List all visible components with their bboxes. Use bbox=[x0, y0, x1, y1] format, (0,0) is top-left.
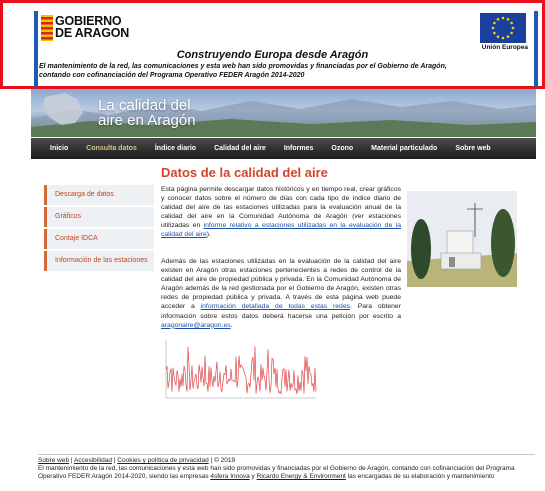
nav-item-indice-diario[interactable]: Índice diario bbox=[154, 145, 197, 152]
eu-flag-icon bbox=[480, 13, 526, 43]
footer-text-end: las encargadas de su elaboración y mantenimiento bbox=[345, 473, 495, 481]
logo-line-2: DE ARAGON bbox=[55, 26, 130, 40]
informacion-redes-link[interactable]: información detallada de todas estas redes bbox=[200, 303, 350, 311]
nav-item-inicio[interactable]: Inicio bbox=[50, 145, 69, 152]
nav-item-sobre-web[interactable]: Sobre web bbox=[455, 145, 491, 152]
eu-label: Unión Europea bbox=[481, 44, 528, 51]
informe-estaciones-link[interactable]: informe relativo a estaciones utilizadas en la evaluación de la calidad del aire bbox=[161, 222, 401, 239]
footer-text: El mantenimiento de la red, las comunicaciones y esta web han sido promovidas y financiadas por el Gobierno de Aragón, contando con cofinanciación del Programa Operativo FEDER Aragón 2014-2020, siendo las empresas bbox=[38, 465, 515, 481]
footer-ricardo-link[interactable]: Ricardo Energy & Environment bbox=[256, 473, 346, 481]
footer-separator: | bbox=[111, 457, 118, 464]
logo-line-1: GOBIERNO bbox=[55, 14, 122, 28]
footer-copyright: | © 2019 bbox=[208, 457, 236, 464]
email-link[interactable]: aragonaire@aragon.es bbox=[161, 321, 231, 329]
cofinancing-banner bbox=[0, 0, 545, 89]
banner-text: El mantenimiento de la red, las comunicaciones y esta web han sido promovidas y financiadas por el Gobierno de Aragón, contando con cofinanciación del Programa Operativo FEDER Aragón 2014-2020 bbox=[39, 63, 447, 79]
nav-item-material-particulado[interactable]: Material particulado bbox=[371, 145, 438, 152]
footer bbox=[38, 457, 533, 482]
footer-sobre-web-link[interactable]: Sobre web bbox=[38, 457, 70, 464]
networks-text: Además de las estaciones utilizadas en la evaluación de la calidad del aire existen en Aragón otras estaciones pertenecientes a redes de control de la calidad del aire de propiedad pública y privada. En la Comunidad Autónoma de Aragón además de la red gestionada por el Gobierno de Aragón, existen otras redes de propiedad pública y privada. A través de esta página web puede acceder a bbox=[161, 258, 401, 311]
site-title bbox=[98, 98, 196, 128]
nav-item-ozono[interactable]: Ozono bbox=[331, 145, 354, 152]
footer-4sfera-link[interactable]: 4sfera Innova bbox=[210, 473, 250, 481]
site-title-line-2: aire en Aragón bbox=[98, 112, 196, 129]
footer-divider bbox=[38, 454, 535, 455]
site-title-line-1: La calidad del bbox=[98, 97, 191, 114]
networks-paragraph bbox=[161, 257, 401, 330]
sidebar-item-graficos[interactable]: Gráficos bbox=[44, 207, 154, 227]
footer-separator: | bbox=[69, 457, 75, 464]
banner-title: Construyendo Europa desde Aragón bbox=[176, 49, 369, 61]
station-photo bbox=[407, 191, 517, 287]
networks-text-mid: . Para obtener información sobre estos datos deberá hacerse una petición por escrito a bbox=[161, 303, 401, 320]
sidebar-item-contaje-idca[interactable]: Contaje IDCA bbox=[44, 229, 154, 249]
page-title: Datos de la calidad del aire bbox=[161, 165, 328, 180]
gobierno-aragon-logo bbox=[41, 15, 131, 45]
footer-cookies-link[interactable]: Cookies y política de privacidad bbox=[117, 457, 209, 464]
footer-accesibilidad-link[interactable]: Accesibilidad bbox=[74, 457, 112, 464]
sidebar-item-descarga-de-datos[interactable]: Descarga de datos bbox=[44, 185, 154, 205]
networks-text-end: . bbox=[230, 321, 233, 329]
intro-paragraph bbox=[161, 185, 401, 240]
footer-and: y bbox=[249, 473, 257, 481]
intro-text: Esta página permite descargar datos históricos y en tiempo real, crear gráficos y conocer datos sobre el número de días con cada tipo de índice diario de calidad del aire de las estaciones utilizadas para la evaluación anual de la calidad del aire en la Comunidad Autónoma de Aragón (ver estaciones utilizadas en bbox=[161, 186, 401, 230]
sidebar-item-informacion-estaciones[interactable]: Información de las estaciones bbox=[44, 251, 154, 271]
intro-text-end: ). bbox=[206, 231, 211, 239]
nav-item-informes[interactable]: Informes bbox=[283, 145, 314, 152]
sidebar bbox=[44, 185, 154, 273]
main-nav bbox=[31, 138, 536, 159]
nav-item-consulta-datos[interactable]: Consulta datos bbox=[86, 145, 137, 152]
decorative-chart-image bbox=[160, 338, 318, 404]
nav-item-calidad-del-aire[interactable]: Calidad del aire bbox=[214, 145, 266, 152]
